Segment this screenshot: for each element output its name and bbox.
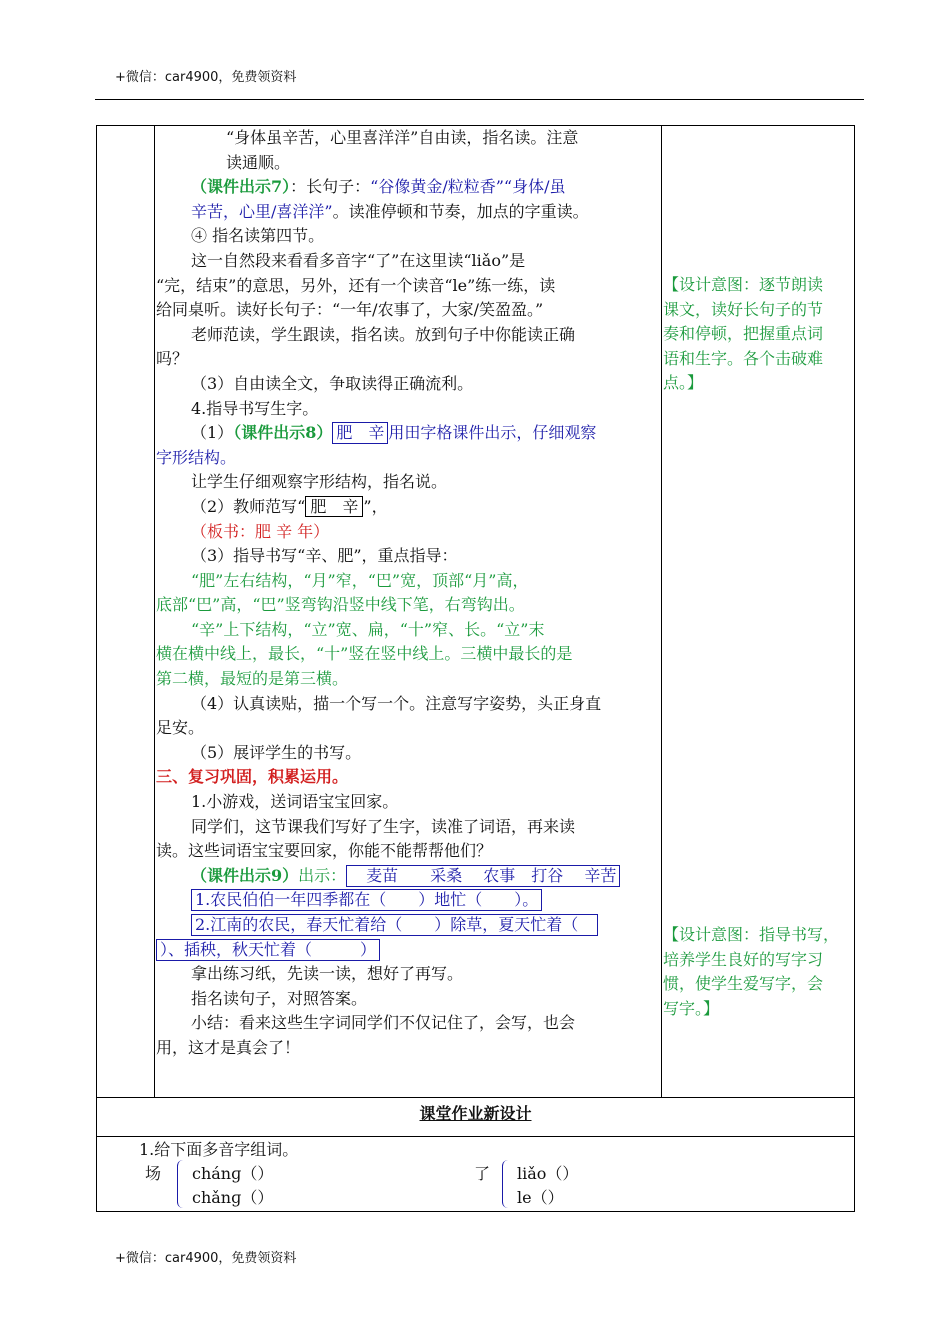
note-line: 语和生字。各个击破难 [663,348,824,368]
sentence-box: ）、插秧，秋天忙着（ ） [156,939,380,961]
text-line: 用，这才是真会了！ [156,1037,301,1057]
design-note [663,923,853,1021]
note-line: 惯，使学生爱写字，会 [663,974,824,994]
text-line: 给同桌听。读好长句子：“一年/农事了，大家/笑盈盈。” [156,300,544,320]
text-line: 同学们，这节课我们写好了生字，读准了词语，再来读 [191,816,576,836]
text-line: （2）教师范写“ [191,496,306,516]
text-line: ④ 指名读第四节。 [191,226,325,246]
text-line: 足安。 [156,718,205,738]
text-line: 字形结构。 [156,447,237,467]
pinyin-option: liǎo（） [517,1164,579,1183]
note-line: 点。】 [663,373,704,393]
question: 1.给下面多音字组词。 [139,1140,299,1159]
text-line: （3）自由读全文，争取读得正确流利。 [191,373,474,393]
text-line: 这一自然段来看看多音字“了”在这里读“liǎo”是 [191,250,526,270]
text-line: 用田字格课件出示，仔细观察 [388,423,597,443]
design-note [663,273,853,396]
text-line: 第二横，最短的是第三横。 [156,669,349,689]
text-line: “肥”左右结构，“月”窄，“巴”宽，顶部“月”高， [191,570,529,590]
text-line: “辛”上下结构，“立”宽、扁，“十”窄、长。“立”末 [191,619,545,639]
board-writing: （板书：肥 辛 年） [191,521,330,541]
pinyin-option: chánɡ（） [192,1164,274,1183]
courseware-label: （课件出示7） [191,177,291,197]
text-line: 让学生仔细观察字形结构，指名说。 [191,472,448,492]
text-line: 老师范读，学生跟读，指名读。放到句子中你能读正确 [191,324,576,344]
text-line: 底部“巴”高，“巴”竖弯钩沿竖中线下笔，右弯钩出。 [156,595,525,615]
note-line: 培养学生良好的写字习 [663,949,824,969]
table-divider [154,126,155,1097]
long-sentence: 辛苦，心里/喜洋洋” [191,201,333,221]
text-line: 读。这些词语宝宝要回家，你能不能帮帮他们？ [156,841,493,861]
char-box: 肥 辛 [332,422,388,444]
word-box: 麦苗 采桑 农事 打谷 辛苦 [346,865,620,887]
note-line: 【设计意图：逐节朗读 [663,275,824,294]
table-divider [97,1097,854,1098]
table-divider [661,126,662,1097]
text-line: 指名读句子，对照答案。 [191,988,368,1008]
text-line: （1） [191,423,234,443]
note-line: 【设计意图：指导书写， [663,925,840,944]
homework-title: 课堂作业新设计 [419,1104,532,1123]
brace [502,1160,509,1208]
text-line: 4.指导书写生字。 [191,398,319,418]
text-line: 拿出练习纸，先读一读，想好了再写。 [191,964,464,984]
note-line: 写字。】 [663,998,720,1018]
lesson-table [96,125,855,1212]
pinyin-option: chǎnɡ（） [192,1188,274,1207]
brace [177,1160,184,1208]
text-line: 1.小游戏，送词语宝宝回家。 [191,792,399,812]
text-line: 。读准停顿和节奏，加点的字重读。 [332,201,589,221]
text-line: （4）认真读贴，描一个写一个。注意写字姿势，头正身直 [191,693,602,713]
text-line: “身体虽辛苦，心里喜洋洋”自由读，指名读。注意 [226,128,579,147]
sentence-box: 2.江南的农民，春天忙着给（ ）除草，夏天忙着（ [191,914,598,936]
note-line: 奏和停顿，把握重点词 [663,324,824,344]
polyphone-char: 了 [474,1164,491,1183]
char-box: 肥 辛 [305,496,363,517]
text-line: 读通顺。 [226,152,291,172]
sentence-box: 1.农民伯伯一年四季都在（ ）地忙（ ）。 [191,889,542,911]
text-line: （3）指导书写“辛、肥”，重点指导： [191,546,458,566]
note-line: 课文，读好长句子的节 [663,299,824,319]
text-line: “完，结束”的意思，另外，还有一个读音“le”练一练，读 [156,275,556,295]
courseware-label: （课件出示8） [233,423,333,443]
text-line: 横在横中线上，最长，“十”竖在竖中线上。三横中最长的是 [156,644,573,664]
pinyin-option: le（） [517,1188,564,1207]
text-line: （5）展评学生的书写。 [191,742,362,762]
text-line: ”， [363,496,388,516]
polyphone-char: 场 [145,1164,162,1183]
text-line: 出示： [298,865,347,885]
lesson-content [156,126,661,1061]
table-divider [97,1136,854,1137]
text-line: ：长句子： [290,177,371,197]
header-rule [95,99,864,100]
courseware-label: （课件出示9） [191,865,299,885]
footer-watermark: +微信：car4900，免费领资料 [115,1251,297,1266]
text-line: 吗？ [156,349,189,369]
long-sentence: “谷像黄金/粒粒香”“身体/虽 [370,177,566,197]
header-watermark: +微信：car4900，免费领资料 [115,70,297,85]
section-heading: 三、复习巩固，积累运用。 [156,767,349,787]
text-line: 小结：看来这些生字词同学们不仅记住了，会写，也会 [191,1013,576,1033]
